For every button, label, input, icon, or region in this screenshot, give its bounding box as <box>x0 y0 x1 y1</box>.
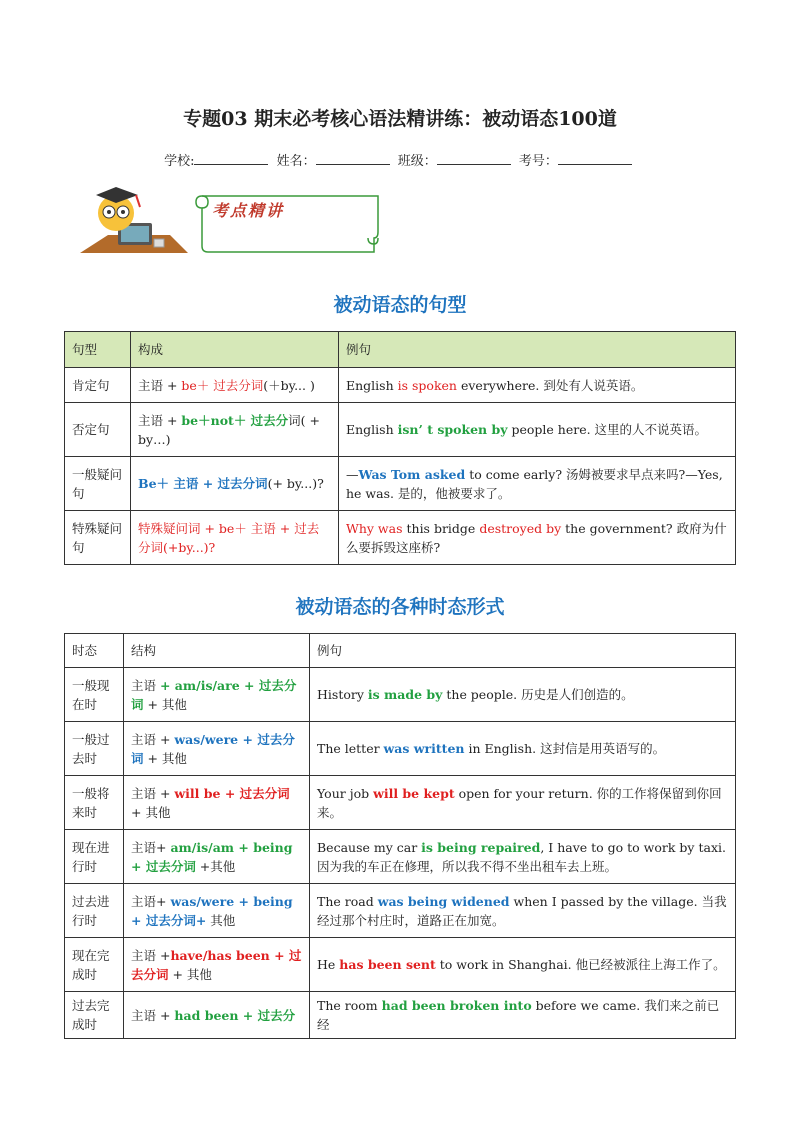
name-label: 姓名： <box>276 154 316 169</box>
tense-example: The room had been broken into before we came. 我们来之前已经 <box>310 992 736 1039</box>
tense-example: He has been sent to work in Shanghai. 他已经被派往上海工作了。 <box>310 938 736 992</box>
pattern-formula: Be＋ 主语 + 过去分词(+ by...)? <box>131 457 339 511</box>
tense-example: Because my car is being repaired, I have to go to work by taxi. 因为我的车正在修理，所以我不得不坐出租车去上班。 <box>310 830 736 884</box>
section1-heading: 被动语态的句型 <box>333 294 467 316</box>
pattern-type: 特殊疑问句 <box>65 511 131 565</box>
tense-structure: 主语+ am/is/am + being + 过去分词 +其他 <box>124 830 310 884</box>
table-row <box>65 722 736 776</box>
tense-structure: 主语 + am/is/are + 过去分词 + 其他 <box>124 668 310 722</box>
tense-structure: 主语 + will be + 过去分词 + 其他 <box>124 776 310 830</box>
table-row <box>65 776 736 830</box>
table-row <box>65 457 736 511</box>
column-header: 时态 <box>65 634 124 668</box>
class-blank[interactable] <box>437 152 511 165</box>
pattern-type: 肯定句 <box>65 368 131 403</box>
tense-example: The letter was written in English. 这封信是用英语写的。 <box>310 722 736 776</box>
pattern-type: 否定句 <box>65 403 131 457</box>
page-title: 专题03 期末必考核心语法精讲练：被动语态100道 <box>183 108 617 130</box>
tense-structure: 主语 + was/were + 过去分词 + 其他 <box>124 722 310 776</box>
table-row <box>65 830 736 884</box>
tense-name: 一般过去时 <box>65 722 124 776</box>
tense-name: 现在进行时 <box>65 830 124 884</box>
tense-name: 一般现在时 <box>65 668 124 722</box>
tense-structure: 主语 + had been + 过去分 <box>124 992 310 1039</box>
pattern-example: Why was this bridge destroyed by the government? 政府为什么要拆毁这座桥? <box>339 511 736 565</box>
class-label: 班级： <box>397 154 437 169</box>
column-header: 结构 <box>124 634 310 668</box>
student-info-line <box>0 150 800 169</box>
tense-name: 过去进行时 <box>65 884 124 938</box>
table-row <box>65 884 736 938</box>
pattern-type: 一般疑问句 <box>65 457 131 511</box>
column-header: 句型 <box>65 332 131 368</box>
tense-example: The road was being widened when I passed by the village. 当我经过那个村庄时，道路正在加宽。 <box>310 884 736 938</box>
school-blank[interactable] <box>194 152 268 165</box>
column-header: 构成 <box>131 332 339 368</box>
tense-forms-table <box>64 633 736 1039</box>
pattern-example: English is spoken everywhere. 到处有人说英语。 <box>339 368 736 403</box>
tense-example: Your job will be kept open for your return. 你的工作将保留到你回来。 <box>310 776 736 830</box>
banner-text: 考点精讲 <box>212 201 285 220</box>
table-row <box>65 938 736 992</box>
tense-name: 过去完成时 <box>65 992 124 1039</box>
mascot-student-icon <box>78 183 188 263</box>
table-row <box>65 368 736 403</box>
tense-name: 现在完成时 <box>65 938 124 992</box>
section2-heading: 被动语态的各种时态形式 <box>295 596 505 618</box>
column-header: 例句 <box>310 634 736 668</box>
number-blank[interactable] <box>558 152 632 165</box>
pattern-formula: 主语 + be＋ 过去分词(＋by... ) <box>131 368 339 403</box>
pattern-example: English isn’ t spoken by people here. 这里的人不说英语。 <box>339 403 736 457</box>
table-header-row <box>65 332 736 368</box>
tense-name: 一般将来时 <box>65 776 124 830</box>
table-row <box>65 403 736 457</box>
name-blank[interactable] <box>316 152 390 165</box>
pattern-example: —Was Tom asked to come early? 汤姆被要求早点来吗?—Yes, he was. 是的，他被要求了。 <box>339 457 736 511</box>
sentence-pattern-table <box>64 331 736 565</box>
column-header: 例句 <box>339 332 736 368</box>
table-row <box>65 992 736 1039</box>
tense-structure: 主语 +have/has been + 过去分词 + 其他 <box>124 938 310 992</box>
table-header-row <box>65 634 736 668</box>
table-row <box>65 511 736 565</box>
pattern-formula: 特殊疑问词 + be＋ 主语 + 过去分词(+by...)? <box>131 511 339 565</box>
tense-example: History is made by the people. 历史是人们创造的。 <box>310 668 736 722</box>
pattern-formula: 主语 + be＋not＋ 过去分词( + by…) <box>131 403 339 457</box>
tense-structure: 主语+ was/were + being + 过去分词+ 其他 <box>124 884 310 938</box>
school-label: 学校: <box>164 154 195 169</box>
table-row <box>65 668 736 722</box>
number-label: 考号： <box>518 154 558 169</box>
